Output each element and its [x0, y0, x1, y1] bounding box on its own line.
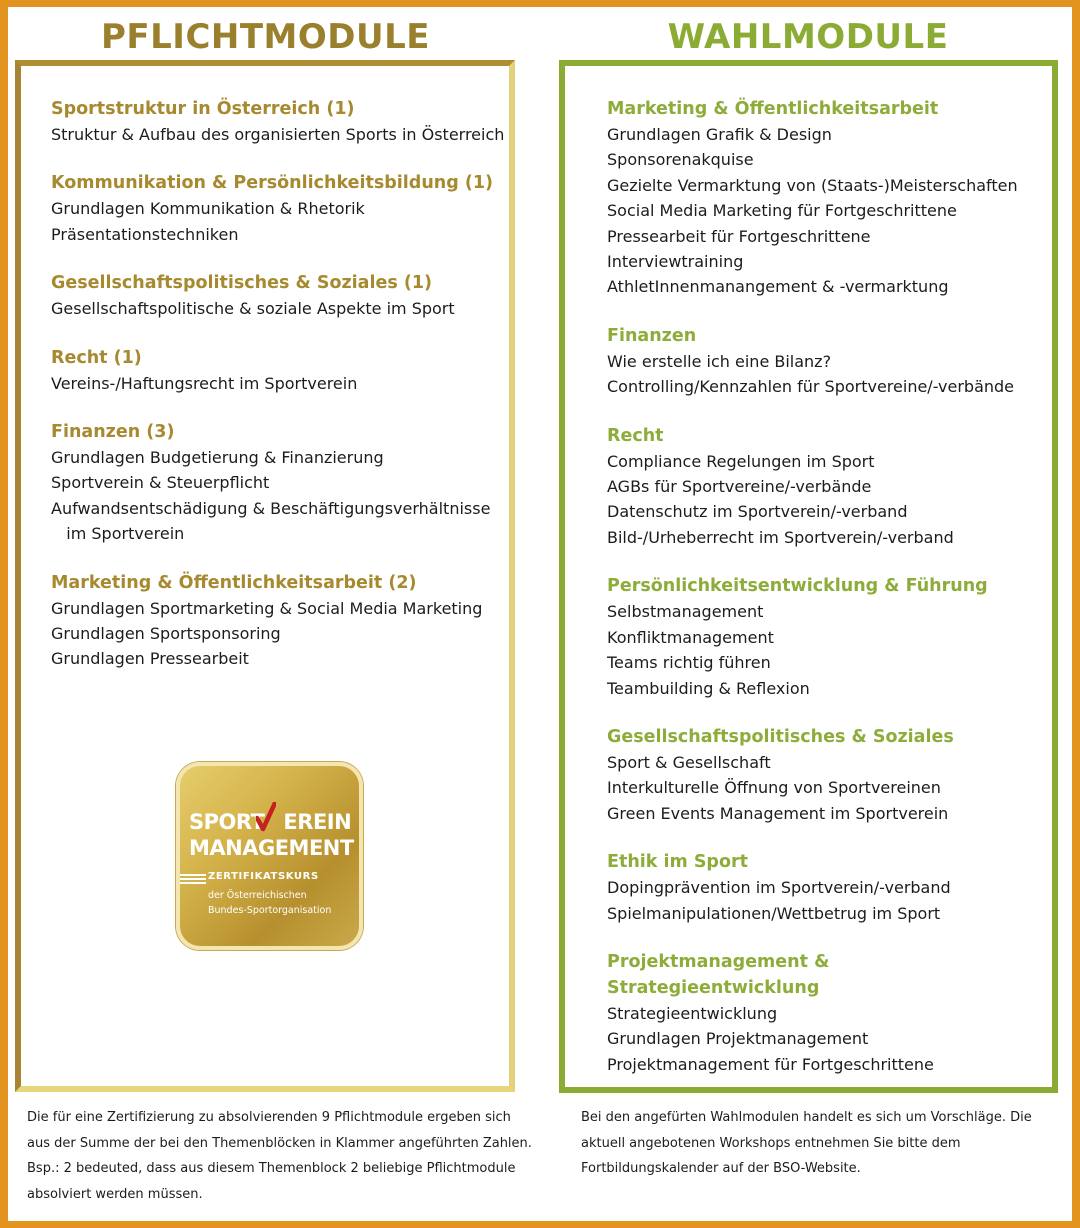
wahlmodule-module-item: Interviewtraining: [607, 252, 744, 272]
pflichtmodule-module-item: Sportverein & Steuerpflicht: [51, 473, 270, 493]
badge-zertifikatskurs: ZERTIFIKATSKURS: [208, 871, 319, 882]
pflichtmodule-group: [51, 270, 511, 321]
wahlmodule-module-item: Projektmanagement für Fortgeschrittene: [607, 1054, 934, 1074]
wahlmodule-module-item: Teambuilding & Reflexion: [607, 678, 810, 698]
wahlmodule-group-title: Recht: [607, 425, 664, 446]
badge-subtitle-2: Bundes-Sportorganisation: [208, 905, 332, 916]
pflichtmodule-group-title: Marketing & Öffentlichkeitsarbeit (2): [51, 572, 417, 593]
wahlmodule-group-title: Persönlichkeitsentwicklung & Führung: [607, 576, 988, 597]
pflichtmodule-group: [51, 345, 511, 396]
badge-stripes: [180, 874, 206, 884]
pflichtmodule-module-item: Vereins-/Haftungsrecht im Sportverein: [51, 373, 358, 393]
badge-title-line1: SPORT EREIN: [189, 810, 352, 834]
wahlmodule-module-item: Sponsorenakquise: [607, 150, 754, 170]
pflichtmodule-module-item: Struktur & Aufbau des organisierten Sports in Österreich: [51, 125, 505, 144]
wahlmodule-module-item: Spielmanipulationen/Wettbetrug im Sport: [607, 903, 941, 923]
pflichtmodule-list: [51, 96, 511, 695]
wahlmodule-group-title: Gesellschaftspolitisches & Soziales: [607, 726, 954, 747]
wahlmodule-module-item: Green Events Management im Sportverein: [607, 803, 949, 823]
wahlmodule-module-item: Bild-/Urheberrecht im Sportverein/-verband: [607, 527, 954, 547]
wahlmodule-module-item: AthletInnenmanangement & -vermarktung: [607, 277, 949, 297]
wahlmodule-module-item: AGBs für Sportvereine/-verbände: [607, 477, 872, 497]
wahlmodule-group: [607, 573, 1047, 701]
wahlmodule-module-item: Strategieentwicklung: [607, 1003, 778, 1023]
wahlmodule-module-item: Interkulturelle Öffnung von Sportvereinen: [607, 778, 941, 798]
wahlmodule-module-item: Social Media Marketing für Fortgeschrittene: [607, 201, 957, 221]
pflichtmodule-module-item: Gesellschaftspolitische & soziale Aspekte im Sport: [51, 299, 455, 319]
wahlmodule-note: Bei den angefürten Wahlmodulen handelt es sich um Vorschläge. Die aktuell angebotenen Workshops entnehmen Sie bitte dem Fortbildungskalender auf der BSO-Website.: [581, 1110, 1032, 1176]
wahlmodule-group-title: Finanzen: [607, 325, 697, 346]
pflichtmodule-group: [51, 96, 511, 147]
wahlmodule-module-item: Sport & Gesellschaft: [607, 752, 771, 772]
pflichtmodule-module-item: Aufwandsentschädigung & Beschäftigungsverhältnisse im Sportverein: [51, 498, 491, 544]
wahlmodule-module-item: Compliance Regelungen im Sport: [607, 451, 875, 471]
pflichtmodule-module-item: Grundlagen Pressearbeit: [51, 649, 249, 669]
wahlmodule-module-item: Grundlagen Grafik & Design: [607, 125, 832, 144]
wahlmodule-module-item: Wie erstelle ich eine Bilanz?: [607, 351, 832, 371]
wahlmodule-group: [607, 96, 1047, 300]
pflichtmodule-group-title: Finanzen (3): [51, 422, 175, 443]
wahlmodule-panel: [559, 60, 1058, 1093]
wahlmodule-title: WAHLMODULE: [667, 17, 949, 57]
pflichtmodule-group: [51, 419, 511, 547]
wahlmodule-module-item: Selbstmanagement: [607, 602, 764, 622]
pflichtmodule-note: Die für eine Zertifizierung zu absolvierenden 9 Pflichtmodule ergeben sich aus der Summe der bei den Themenblöcken in Klammer angeführten Zahlen. Bsp.: 2 bedeuted, dass aus diesem Themenblock 2 beliebige Pflichtmodule absolviert werden müssen.: [27, 1110, 532, 1202]
pflichtmodule-module-item: Grundlagen Sportsponsoring: [51, 624, 281, 644]
wahlmodule-module-item: Teams richtig führen: [607, 653, 771, 673]
pflichtmodule-module-item: Grundlagen Budgetierung & Finanzierung: [51, 448, 384, 468]
wahlmodule-module-item: Controlling/Kennzahlen für Sportvereine/-verbände: [607, 377, 1015, 397]
wahlmodule-group: [607, 423, 1047, 551]
page: [8, 7, 1072, 1221]
wahlmodule-group: [607, 849, 1047, 926]
pflichtmodule-module-item: Präsentationstechniken: [51, 224, 239, 244]
wahlmodule-module-item: Gezielte Vermarktung von (Staats-)Meisterschaften: [607, 175, 1018, 195]
wahlmodule-group-title: Marketing & Öffentlichkeitsarbeit: [607, 99, 939, 119]
pflichtmodule-group-title: Kommunikation & Persönlichkeitsbildung (1): [51, 173, 494, 194]
wahlmodule-module-item: Dopingprävention im Sportverein/-verband: [607, 878, 951, 898]
pflichtmodule-panel: [15, 60, 515, 1092]
pflichtmodule-group: [51, 570, 511, 672]
wahlmodule-module-item: Konfliktmanagement: [607, 627, 774, 647]
pflichtmodule-group-title: Sportstruktur in Österreich (1): [51, 99, 355, 119]
badge-subtitle-1: der Österreichischen: [208, 890, 307, 901]
sportverein-management-badge: [176, 762, 363, 950]
pflichtmodule-module-item: Grundlagen Sportmarketing & Social Media Marketing: [51, 598, 483, 618]
wahlmodule-group-title: Projektmanagement & Strategieentwicklung: [607, 951, 830, 998]
pflichtmodule-title: PFLICHTMODULE: [100, 17, 431, 57]
wahlmodule-group: [607, 724, 1047, 826]
pflichtmodule-group-title: Recht (1): [51, 347, 142, 368]
pflichtmodule-module-item: Grundlagen Kommunikation & Rhetorik: [51, 199, 365, 219]
pflichtmodule-group: [51, 170, 511, 247]
wahlmodule-group: [607, 949, 1047, 1077]
wahlmodule-group-title: Ethik im Sport: [607, 852, 748, 873]
wahlmodule-module-item: Grundlagen Projektmanagement: [607, 1029, 869, 1049]
checkmark-icon: [256, 802, 276, 832]
wahlmodule-module-item: Datenschutz im Sportverein/-verband: [607, 502, 908, 522]
pflichtmodule-group-title: Gesellschaftspolitisches & Soziales (1): [51, 273, 433, 294]
badge-title-line2: MANAGEMENT: [189, 836, 354, 860]
wahlmodule-list: [607, 96, 1047, 1100]
wahlmodule-group: [607, 323, 1047, 400]
wahlmodule-module-item: Pressearbeit für Fortgeschrittene: [607, 226, 871, 246]
